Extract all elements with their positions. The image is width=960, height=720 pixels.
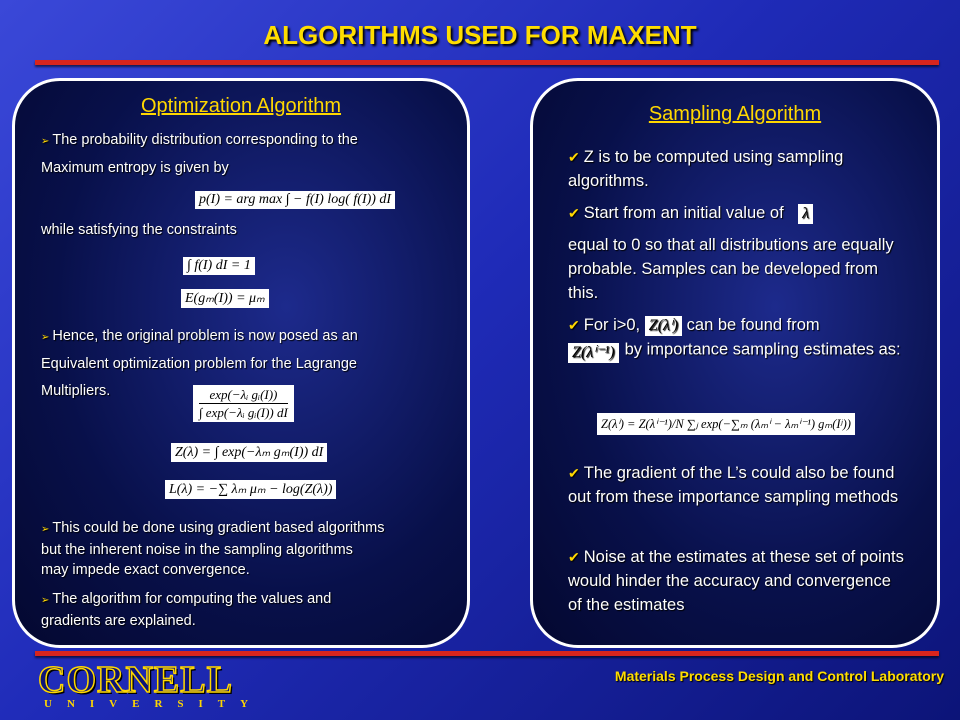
cornell-logo: CORNELL xyxy=(38,659,233,701)
z-lambda-prev: Z(λⁱ⁻¹) xyxy=(568,343,619,363)
bottom-divider xyxy=(35,651,939,656)
checkmark-icon: ✔ xyxy=(568,205,580,221)
checkmark-icon: ✔ xyxy=(568,549,580,565)
opt-bullet-3: ➢ This could be done using gradient based algorithms but the inherent noise in the sampling algorithms may impede exact convergence. xyxy=(41,520,385,578)
lab-name: Materials Process Design and Control Laboratory xyxy=(614,668,944,684)
sampling-bullet-1: ✔ Z is to be computed using sampling algorithms. xyxy=(568,148,844,190)
importance-sampling-formula: Z(λⁱ) = Z(λⁱ⁻¹)/N ∑ⱼ exp(−∑ₘ (λₘⁱ − λₘⁱ⁻¹) gₘ(Iʲ)) xyxy=(597,413,855,435)
slide-title: ALGORITHMS USED FOR MAXENT xyxy=(263,20,697,50)
checkmark-icon: ✔ xyxy=(568,465,580,481)
optimization-panel xyxy=(12,78,470,648)
lambda-symbol: λ xyxy=(798,204,813,224)
z-lambda-i: Z(λⁱ) xyxy=(645,316,682,336)
opt-bullet-2: ➢ Hence, the original problem is now posed as an Equivalent optimization problem for the Lagrange Multipliers. xyxy=(41,328,358,399)
sampling-heading: Sampling Algorithm xyxy=(648,103,822,125)
sampling-panel xyxy=(530,78,940,648)
normalization-constraint: ∫ f(I) dI = 1 xyxy=(183,257,255,275)
sampling-bullet-3: ✔ For i>0, Z(λⁱ) can be found from Z(λⁱ⁻¹) by importance sampling estimates as: xyxy=(568,316,901,361)
opt-bullet-4: ➢ The algorithm for computing the values and gradients are explained. xyxy=(41,591,332,629)
arrow-bullet-icon: ➢ xyxy=(41,524,50,535)
sampling-bullet-4: ✔ The gradient of the L’s could also be found out from these importance sampling methods xyxy=(568,464,899,506)
arrow-bullet-icon: ➢ xyxy=(41,332,50,343)
checkmark-icon: ✔ xyxy=(568,317,580,333)
checkmark-icon: ✔ xyxy=(568,149,580,165)
probability-fraction: exp(−λᵢ gᵢ(I)) ∫ exp(−λᵢ gᵢ(I)) dI xyxy=(193,385,294,422)
top-divider xyxy=(35,60,939,65)
moment-constraint: E(gₘ(I)) = μₘ xyxy=(181,289,269,308)
sampling-bullet-5: ✔ Noise at the estimates at these set of points would hinder the accuracy and convergence of the estimates xyxy=(568,548,904,614)
arrow-bullet-icon: ➢ xyxy=(41,595,50,606)
optimization-heading: Optimization Algorithm xyxy=(140,95,342,117)
max-entropy-formula: p(I) = arg max ∫ − f(I) log( f(I)) dI xyxy=(195,191,395,209)
partition-function-formula: Z(λ) = ∫ exp(−λₘ gₘ(I)) dI xyxy=(171,443,327,462)
university-wordmark: UNIVERSITY xyxy=(44,698,264,710)
sampling-bullet-2: ✔ Start from an initial value of λ equal to 0 so that all distributions are equally probable. Samples can be developed from this. xyxy=(568,204,894,302)
opt-bullet-1: ➢ The probability distribution corresponding to the Maximum entropy is given by xyxy=(41,132,358,176)
arrow-bullet-icon: ➢ xyxy=(41,136,50,147)
lagrangian-formula: L(λ) = −∑ λₘ μₘ − log(Z(λ)) xyxy=(165,480,336,499)
constraints-text: while satisfying the constraints xyxy=(41,222,237,238)
